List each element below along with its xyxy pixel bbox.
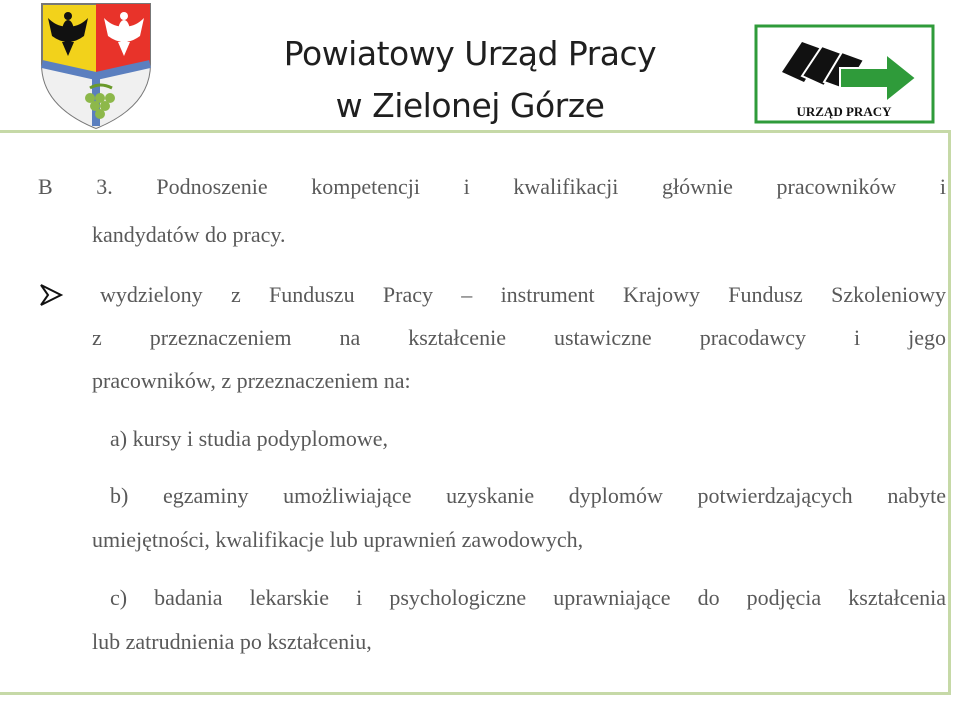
heading-line-2: kandydatów do pracy. xyxy=(92,222,286,247)
logo-text: URZĄD PRACY xyxy=(796,104,892,119)
heading-line-1: B 3. Podnoszenie kompetencji i kwalifikacji głównie pracowników i xyxy=(38,174,946,199)
item-c-line-1: c) badania lekarskie i psychologiczne uprawniające do podjęcia kształcenia xyxy=(110,585,946,610)
coat-of-arms-icon xyxy=(38,2,154,130)
item-c-line-2: lub zatrudnienia po kształceniu, xyxy=(92,629,372,654)
item-b-line-1: b) egzaminy umożliwiające uzyskanie dyplomów potwierdzających nabyte xyxy=(110,483,946,508)
urzad-pracy-logo xyxy=(754,24,935,124)
bullet-line-2: z przeznaczeniem na kształcenie ustawiczne pracodawcy i jego xyxy=(92,325,946,350)
bullet-arrow-icon xyxy=(38,282,64,308)
page-title xyxy=(200,28,740,132)
bullet-line-3: pracowników, z przeznaczeniem na: xyxy=(92,368,411,393)
title-line-2: w Zielonej Górze xyxy=(335,86,605,125)
header xyxy=(0,0,960,132)
item-b-line-2: umiejętności, kwalifikacje lub uprawnień zawodowych, xyxy=(92,527,584,552)
title-line-1: Powiatowy Urząd Pracy xyxy=(283,34,657,73)
content-frame xyxy=(0,130,951,695)
item-a: a) kursy i studia podyplomowe, xyxy=(110,426,389,451)
bullet-line-1: wydzielony z Funduszu Pracy – instrument Krajowy Fundusz Szkoleniowy xyxy=(100,282,946,307)
